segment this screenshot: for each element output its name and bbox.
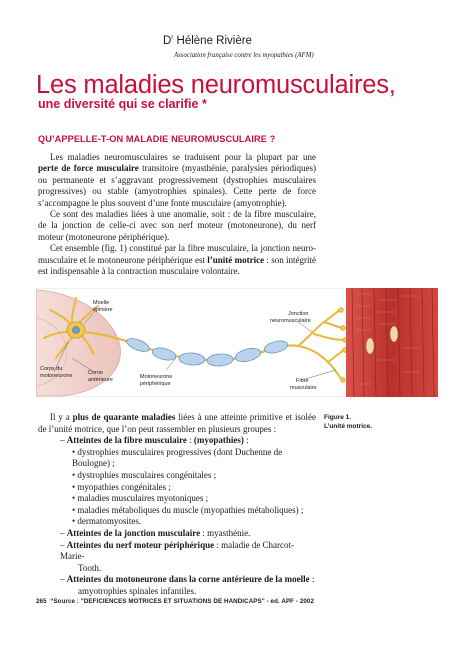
figure-caption-title: Figure 1. xyxy=(324,414,352,421)
label-motoneurone-peripherique: Motoneurone périphérique xyxy=(140,374,173,387)
section-heading: QU’APPELLE-T-ON MALADIE NEUROMUSCULAIRE ? xyxy=(38,134,276,144)
motor-unit-illustration xyxy=(36,288,438,397)
group-motoneurone: – Atteintes du motoneurone dans la corne antérieure de la moelle : xyxy=(60,574,315,585)
paragraph-1: Les maladies neuromusculaires se traduisent pour la plupart par une perte de force musculaire transitoire (myasthénie, paralysies périodiques) ou permanente et s’aggravant progressivement (dystrophies musculaires progressives) ou stable (amyotrophies spinales). Cette perte de force s’accompagne le plus souvent d’une fonte musculaire (amyotrophie). xyxy=(38,152,316,208)
label-moelle: Moelle épinière xyxy=(93,300,113,313)
emphasis-perte-force: perte de force musculaire xyxy=(38,163,139,174)
emphasis-unite-motrice: l’unité motrice xyxy=(207,254,265,265)
author-line: $D^r$ Hélène Rivière xyxy=(163,35,252,47)
group-fibre-musculaire: – Atteintes de la fibre musculaire : (myopathies) : xyxy=(60,435,249,446)
group-motoneurone-cont: amyotrophies spinales infantiles. xyxy=(78,585,197,596)
author-association: Association française contre les myopathies (AFM) xyxy=(174,52,314,59)
author-name: Hélène Rivière xyxy=(176,35,252,47)
label-jonction-neuromusculaire: Jonction neuromusculaire xyxy=(270,311,311,324)
article-title: Les maladies neuromusculaires, xyxy=(36,71,396,99)
muscle-fibres xyxy=(346,288,438,397)
list-item: • dermatomyosites. xyxy=(72,516,142,527)
list-item: • myopathies congénitales ; xyxy=(72,481,171,492)
page-footer xyxy=(36,598,314,605)
list-item: • dystrophies musculaires congénitales ; xyxy=(72,469,217,480)
label-corps-motoneurone: Corps du motoneurone xyxy=(40,366,73,379)
group-jonction: – Atteintes de la jonction musculaire : myasthénie. xyxy=(60,527,251,538)
emphasis-quarante-maladies: plus de quarante maladies xyxy=(72,412,176,422)
page-number: 265 xyxy=(36,598,47,605)
label-fibre-musculaire: Fibre musculaire xyxy=(290,378,317,391)
paragraph-2: Ce sont des maladies liées à une anomalie, soit : de la fibre musculaire, de la jonction de celle-ci avec son nerf moteur (motoneurone), du nerf moteur (motoneurone périphérique). xyxy=(38,209,316,242)
label-corne-anterieure: Corne antérieure xyxy=(88,370,113,383)
intro-body xyxy=(38,152,316,277)
disease-groups xyxy=(38,412,316,598)
list-item: • dystrophies musculaires progressives (dont Duchenne de Boulogne) ; xyxy=(72,446,283,469)
group-nerf-moteur-cont: Tooth. xyxy=(78,562,102,573)
list-item: • maladies musculaires myotoniques ; xyxy=(72,493,209,504)
article-subtitle: une diversité qui se clarifie * xyxy=(38,97,207,111)
paragraph-3: Cet ensemble (fig. 1) constitué par la fibre musculaire, la jonction neuro-musculaire et le motoneurone périphérique est l’unité motrice : son intégrité est indispensable à la contraction musculaire volontaire. xyxy=(38,243,316,277)
group-nerf-moteur: – Atteintes du nerf moteur périphérique : maladie de Charcot-Marie- xyxy=(60,539,295,562)
figure-caption xyxy=(324,413,372,431)
figure-caption-text: L’unité motrice. xyxy=(324,423,373,430)
groups-intro: Il y a plus de quarante maladies liées à une atteinte primitive et isolée de l’unité motrice, que l’on peut rassembler en plusieurs groupes : xyxy=(38,412,316,434)
source-note: “Source : "DEFICIENCES MOTRICES ET SITUATIONS DE HANDICAPS" - ed. APF - 2002 xyxy=(50,598,315,605)
list-item: • maladies métaboliques du muscle (myopathies métaboliques) ; xyxy=(72,504,304,515)
